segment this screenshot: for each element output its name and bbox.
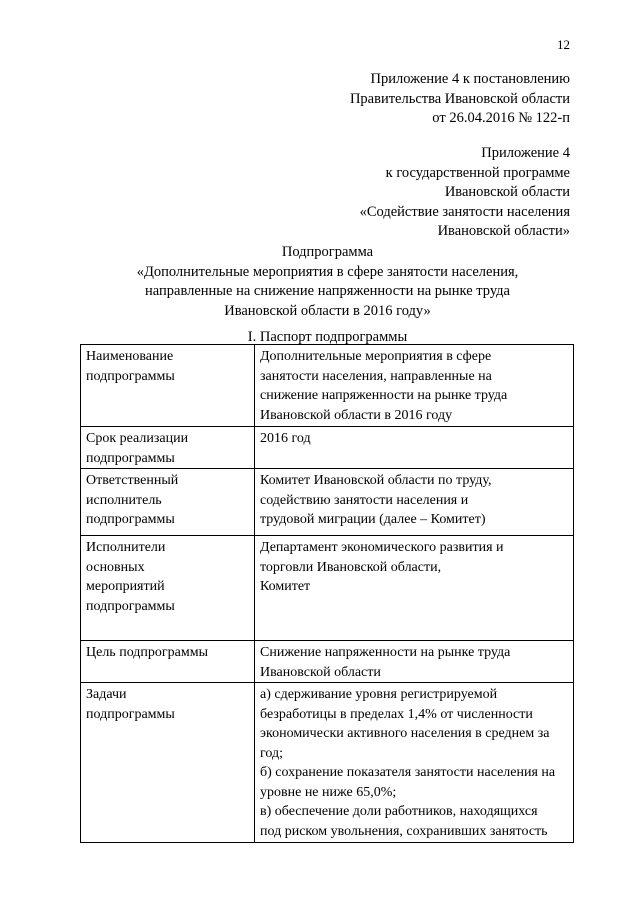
row-value-cell [255, 427, 574, 469]
appendix-decree-line: Приложение 4 к постановлению [370, 71, 570, 87]
table-row [81, 345, 574, 427]
appendix-decree-line: Правительства Ивановской области [349, 90, 570, 107]
row-label-line: подпрограммы [86, 368, 175, 384]
row-value-line: а) сдерживание уровня регистрируемой [260, 687, 498, 702]
row-value-line: торговли Ивановской области, [260, 559, 442, 575]
table-row [81, 427, 574, 469]
row-value-cell [255, 469, 574, 536]
row-value-line: 2016 год [260, 431, 311, 446]
row-value-line: Департамент экономического развития и [260, 540, 504, 555]
subprogram-title-line: Ивановской области в 2016 году» [224, 302, 431, 319]
appendix-program-reference [360, 144, 570, 242]
row-label-cell [81, 641, 255, 683]
row-value-line: Снижение напряженности на рынке труда [260, 645, 511, 660]
row-value-line: занятости населения, направленные на [260, 368, 492, 384]
row-label-cell [81, 469, 255, 536]
subprogram-title-line: направленные на снижение напряженности на рынке труда [145, 283, 510, 299]
row-value-line: экономически активного населения в среднем за [260, 726, 550, 741]
row-label-cell [81, 536, 255, 641]
row-label-line: подпрограммы [86, 450, 175, 466]
subprogram-title-line: Подпрограмма [281, 244, 374, 260]
subprogram-title-line: «Дополнительные мероприятия в сфере занятости населения, [136, 263, 519, 280]
table-row [81, 641, 574, 683]
appendix-decree-line: от 26.04.2016 № 122-п [432, 110, 570, 126]
row-label-line: Ответственный [86, 473, 179, 488]
row-label-line: Срок реализации [86, 431, 189, 446]
page-number: 12 [557, 37, 570, 52]
row-value-line: уровне не ниже 65,0%; [260, 784, 397, 800]
row-value-line: трудовой миграции (далее – Комитет) [260, 512, 486, 527]
table-row [81, 469, 574, 536]
appendix-decree-reference [350, 70, 570, 129]
row-value-cell [255, 641, 574, 683]
row-label-line: мероприятий [86, 579, 165, 594]
row-label-cell [81, 427, 255, 469]
row-value-line: содействию занятости населения и [260, 492, 469, 508]
table-row [81, 536, 574, 641]
row-label-line: Исполнители [86, 540, 166, 555]
row-value-line: Ивановской области [260, 664, 381, 680]
appendix-program-line: Ивановской области [444, 184, 570, 200]
row-label-cell [81, 345, 255, 427]
row-value-line: Ивановской области в 2016 году [260, 407, 453, 423]
row-value-line: Комитет [260, 579, 311, 594]
subprogram-title [80, 243, 575, 321]
table-row [81, 683, 574, 843]
row-value-line: б) сохранение показателя занятости населения на [260, 765, 556, 780]
row-value-cell [255, 345, 574, 427]
appendix-program-line: к государственной программе [385, 164, 570, 181]
row-label-line: подпрограммы [86, 512, 175, 527]
row-label-line: подпрограммы [86, 706, 175, 722]
passport-table [80, 344, 574, 843]
row-value-line: под риском увольнения, сохранивших занятость [260, 823, 548, 839]
row-value-cell [255, 683, 574, 843]
row-label-line: основных [86, 559, 145, 575]
row-value-line: безработицы в пределах 1,4% от численности [260, 706, 533, 722]
row-value-line: Дополнительные мероприятия в сфере [260, 349, 492, 364]
row-label-line: Цель подпрограммы [86, 645, 208, 660]
appendix-program-line: «Содействие занятости населения [359, 203, 570, 220]
row-value-line: Комитет Ивановской области по труду, [260, 473, 492, 488]
row-label-line: Наименование [86, 349, 174, 364]
row-value-line: в) обеспечение доли работников, находящихся [260, 804, 538, 819]
appendix-program-line: Ивановской области» [437, 223, 570, 239]
row-value-line: год; [260, 745, 284, 761]
row-value-cell [255, 536, 574, 641]
appendix-program-line: Приложение 4 [481, 145, 570, 161]
passport-heading: I. Паспорт подпрограммы [247, 329, 408, 345]
row-label-line: исполнитель [86, 492, 162, 508]
row-label-cell [81, 683, 255, 843]
row-label-line: Задачи [86, 687, 127, 702]
row-value-line: снижение напряженности на рынке труда [260, 388, 508, 403]
row-label-line: подпрограммы [86, 598, 175, 614]
